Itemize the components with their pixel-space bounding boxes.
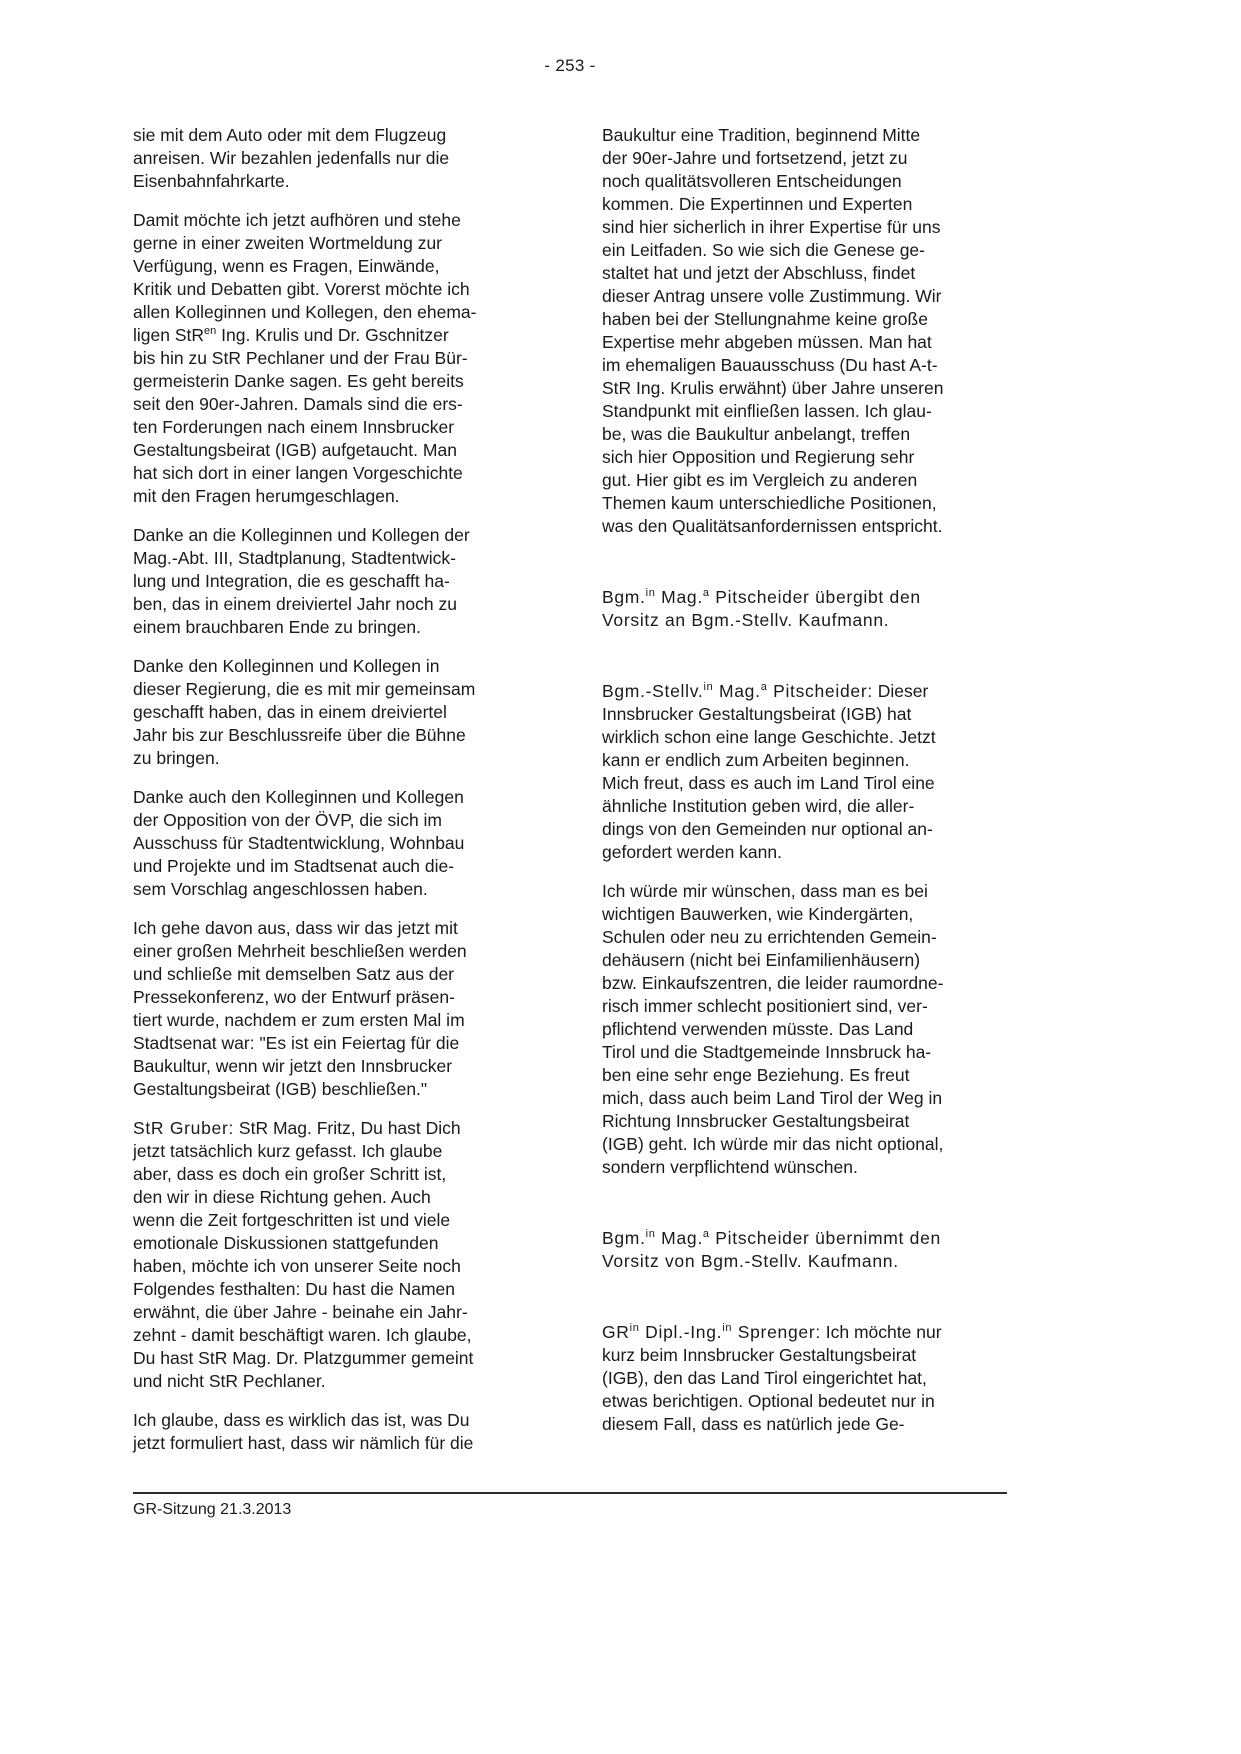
paragraph: Bgm.-Stellv.$^{in}$ Mag.$^a$ Pitscheider: Dieser Innsbrucker Gestaltungsbeirat (IGB) hat wirklich schon eine lange Geschichte. Jetzt kann er endlich zum Arbeiten beginnen. Mich freut, dass es auch im Land Tirol eine ähnliche Institution geben wird, die aller- dings von den Gemeinden nur optional an- gefordert werden kann. [602, 681, 936, 862]
page-body [133, 124, 1007, 1471]
paragraph: Damit möchte ich jetzt aufhören und stehe gerne in einer zweiten Wortmeldung zur Verfügung, wenn es Fragen, Einwände, Kritik und Debatten gibt. Vorerst möchte ich allen Kolleginnen und Kollegen, den ehema- ligen StR$^{en}$ Ing. Krulis und Dr. Gschnitzer bis hin zu StR Pechlaner und der Frau Bür- germeisterin Danke sagen. Es geht bereits seit den 90er-Jahren. Damals sind die ers- ten Forderungen nach einem Innsbrucker Gestaltungsbeirat (IGB) aufgetaucht. Man hat sich dort in einer langen Vorgeschichte mit den Fragen herumgeschlagen. [133, 210, 477, 506]
paragraph: sie mit dem Auto oder mit dem Flugzeug anreisen. Wir bezahlen jedenfalls nur die Eisenbahnfahrkarte. [133, 125, 450, 191]
paragraph: Ich würde mir wünschen, dass man es bei wichtigen Bauwerken, wie Kindergärten, Schulen oder neu zu errichtenden Gemein- dehäusern (nicht bei Einfamilienhäusern) bzw. Einkaufszentren, die leider raumordne- risch immer schlecht positioniert sind, ver- pflichtend verwenden müsste. Das Land Tirol und die Stadtgemeinde Innsbruck ha- ben eine sehr enge Beziehung. Es freut mich, dass auch beim Land Tirol der Weg in Richtung Innsbrucker Gestaltungsbeirat (IGB) geht. Ich würde mir das nicht optional, sondern verpflichtend wünschen. [602, 881, 944, 1177]
paragraph: Danke den Kolleginnen und Kollegen in dieser Regierung, die es mit mir gemeinsam geschafft haben, das in einem dreiviertel Jahr bis zur Beschlussreife über die Bühne zu bringen. [133, 656, 476, 768]
paragraph: Ich gehe davon aus, dass wir das jetzt mit einer großen Mehrheit beschließen werden und schließe mit demselben Satz aus der Pressekonferenz, wo der Entwurf präsen- tiert wurde, nachdem er zum ersten Mal im Stadtsenat war: "Es ist ein Feiertag für die Baukultur, wenn wir jetzt den Innsbrucker Gestaltungsbeirat (IGB) beschließen." [133, 918, 467, 1099]
page-number: - 253 - [544, 56, 596, 75]
footer-text: GR-Sitzung 21.3.2013 [133, 1501, 292, 1518]
paragraph: StR Gruber: StR Mag. Fritz, Du hast Dich jetzt tatsächlich kurz gefasst. Ich glaube aber, dass es doch ein großer Schritt ist, den wir in diese Richtung gehen. Auch wenn die Zeit fortgeschritten ist und viele emotionale Diskussionen stattgefunden haben, möchte ich von unserer Seite noch Folgendes festhalten: Du hast die Namen erwähnt, die über Jahre - beinahe ein Jahr- zehnt - damit beschäftigt waren. Ich glaube, Du hast StR Mag. Dr. Platzgummer gemeint und nicht StR Pechlaner. [133, 1118, 474, 1391]
paragraph: Danke an die Kolleginnen und Kollegen der Mag.-Abt. III, Stadtplanung, Stadtentwick- lung und Integration, die es geschafft ha- ben, das in einem dreiviertel Jahr noch zu einem brauchbaren Ende zu bringen. [133, 525, 470, 637]
paragraph: $GR^{in}$ Dipl.-Ing.$^{in}$ Sprenger: Ich möchte nur kurz beim Innsbrucker Gestaltungsbeirat (IGB), den das Land Tirol eingerichtet hat, etwas berichtigen. Optional bedeutet nur in diesem Fall, dass es natürlich jede Ge- [602, 1322, 942, 1434]
text-column-left [133, 124, 525, 1471]
paragraph: Bgm.$^{in}$ Mag.$^a$ Pitscheider übernimmt den Vorsitz von Bgm.-Stellv. Kaufmann. [602, 1228, 941, 1271]
paragraph: Baukultur eine Tradition, beginnend Mitte der 90er-Jahre und fortsetzend, jetzt zu noch qualitätsvolleren Entscheidungen kommen. Die Expertinnen und Experten sind hier sicherlich in ihrer Expertise für uns ein Leitfaden. So wie sich die Genese ge- staltet hat und jetzt der Abschluss, findet dieser Antrag unsere volle Zustimmung. Wir haben bei der Stellungnahme keine große Expertise mehr abgeben müssen. Man hat im ehemaligen Bauausschuss (Du hast A-t- StR Ing. Krulis erwähnt) über Jahre unseren Standpunkt mit einfließen lassen. Ich glau- be, was die Baukultur anbelangt, treffen sich hier Opposition und Regierung sehr gut. Hier gibt es im Vergleich zu anderen Themen kaum unterschiedliche Positionen, was den Qualitätsanfordernissen entspricht. [602, 125, 944, 536]
paragraph: Bgm.$^{in}$ Mag.$^a$ Pitscheider übergibt den Vorsitz an Bgm.-Stellv. Kaufmann. [602, 587, 921, 630]
text-column-right [602, 124, 1007, 1471]
page-footer [133, 1492, 1007, 1519]
paragraph: Ich glaube, dass es wirklich das ist, was Du jetzt formuliert hast, dass wir nämlich für die [133, 1410, 474, 1453]
paragraph: Danke auch den Kolleginnen und Kollegen der Opposition von der ÖVP, die sich im Ausschuss für Stadtentwicklung, Wohnbau und Projekte und im Stadtsenat auch die- sem Vorschlag angeschlossen haben. [133, 787, 465, 899]
